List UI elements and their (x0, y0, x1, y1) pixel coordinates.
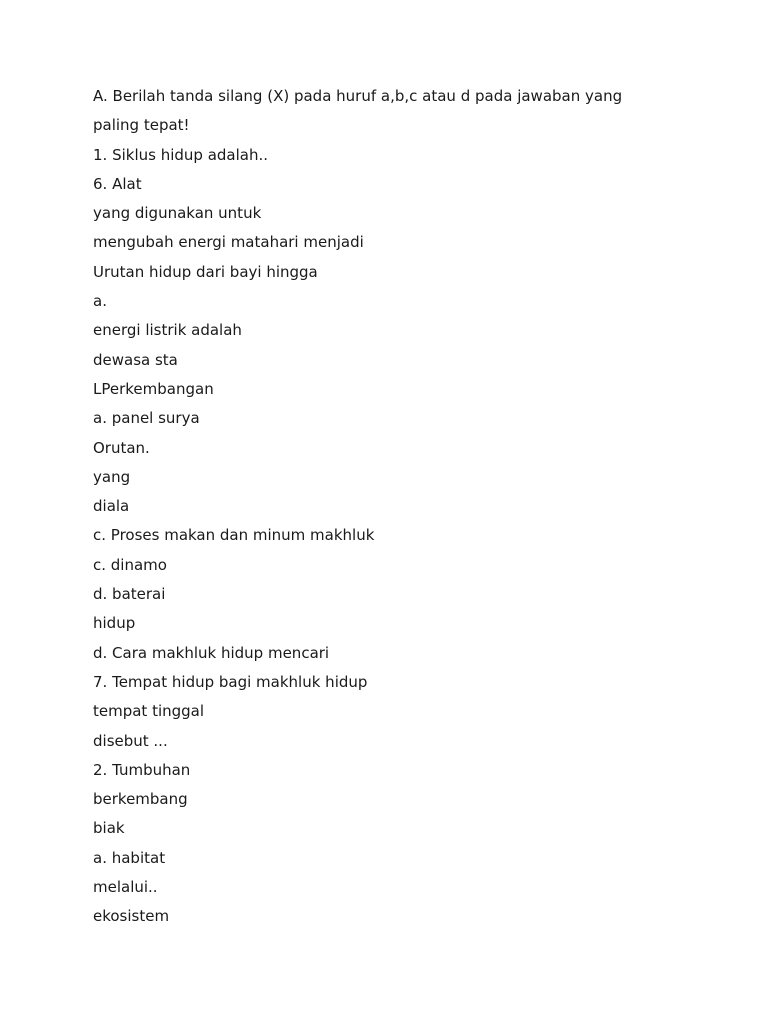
text-line: hidup (93, 614, 136, 633)
text-line: a. habitat (93, 848, 166, 867)
text-line: c. Proses makan dan minum makhluk (93, 526, 375, 545)
text-line: mengubah energi matahari menjadi (93, 233, 364, 252)
text-line: 7. Tempat hidup bagi makhluk hidup (93, 672, 368, 691)
text-line: dewasa sta (93, 350, 178, 369)
text-line: 2. Tumbuhan (93, 760, 191, 779)
text-line: yang digunakan untuk (93, 204, 262, 223)
text-line: yang (93, 467, 131, 486)
text-line: energi listrik adalah (93, 321, 242, 340)
instruction-line: paling tepat! (93, 116, 190, 135)
text-line: LPerkembangan (93, 379, 214, 398)
text-line: 6. Alat (93, 174, 142, 193)
text-line: c. dinamo (93, 555, 167, 574)
text-line: ekosistem (93, 907, 170, 926)
text-line: biak (93, 819, 125, 838)
text-line: a. panel surya (93, 409, 200, 428)
text-line: d. Cara makhluk hidup mencari (93, 643, 330, 662)
text-line: melalui.. (93, 878, 158, 897)
text-line: d. baterai (93, 585, 166, 604)
instruction-line: A. Berilah tanda silang (X) pada huruf a,b,c atau d pada jawaban yang (93, 87, 623, 105)
text-line: disebut ... (93, 731, 168, 750)
text-line: Urutan hidup dari bayi hingga (93, 262, 318, 281)
text-line: berkembang (93, 790, 188, 809)
text-body (93, 84, 693, 934)
text-line: diala (93, 497, 130, 516)
text-line: tempat tinggal (93, 702, 205, 721)
text-line: a. (93, 292, 107, 311)
text-line: Orutan. (93, 438, 150, 457)
text-line: 1. Siklus hidup adalah.. (93, 145, 269, 164)
